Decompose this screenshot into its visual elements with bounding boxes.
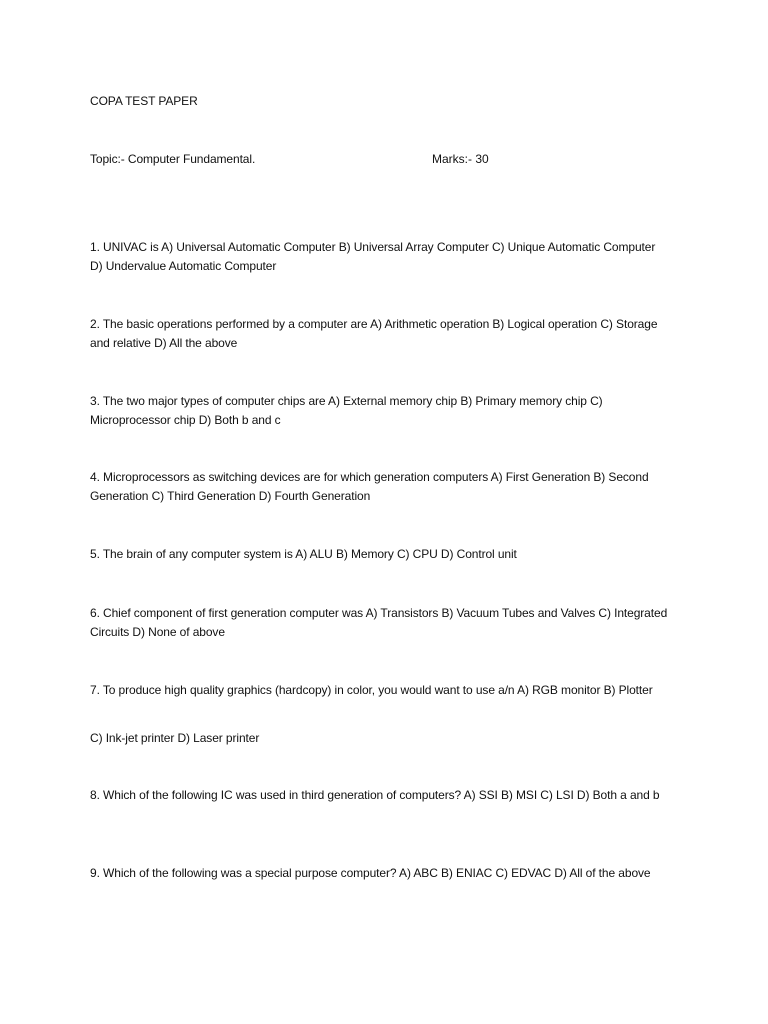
question-1: 1. UNIVAC is A) Universal Automatic Computer B) Universal Array Computer C) Unique Automatic Computer D) Undervalue Automatic Computer (90, 240, 656, 273)
question-6: 6. Chief component of first generation computer was A) Transistors B) Vacuum Tubes and Valves C) Integrated Circuits D) None of above (90, 606, 668, 639)
question-7: 7. To produce high quality graphics (hardcopy) in color, you would want to use a/n A) RGB monitor B) Plotter (90, 683, 653, 697)
question-7-continuation: C) Ink-jet printer D) Laser printer (90, 731, 260, 745)
question-8: 8. Which of the following IC was used in third generation of computers? A) SSI B) MSI C) LSI D) Both a and b (90, 788, 660, 802)
topic-label: Topic:- Computer Fundamental. (90, 152, 256, 166)
question-5: 5. The brain of any computer system is A) ALU B) Memory C) CPU D) Control unit (90, 547, 517, 561)
question-4: 4. Microprocessors as switching devices are for which generation computers A) First Generation B) Second Generation C) Third Generation D) Fourth Generation (90, 470, 649, 503)
question-9: 9. Which of the following was a special purpose computer? A) ABC B) ENIAC C) EDVAC D) All of the above (90, 866, 651, 880)
marks-label: Marks:- 30 (432, 152, 489, 166)
question-3: 3. The two major types of computer chips are A) External memory chip B) Primary memory chip C) Microprocessor chip D) Both b and c (90, 394, 603, 427)
page-title: COPA TEST PAPER (90, 94, 198, 108)
question-2: 2. The basic operations performed by a computer are A) Arithmetic operation B) Logical operation C) Storage and relative D) All the above (90, 317, 658, 350)
